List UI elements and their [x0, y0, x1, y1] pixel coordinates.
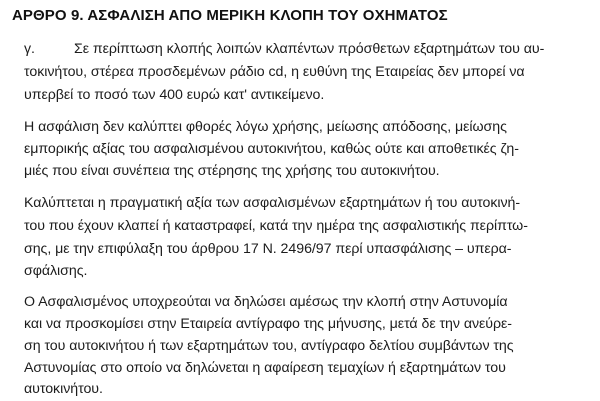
- p4-line-4: Αστυνομίας στο οποίο να δηλώνεται η αφαίρεση τεμαχίων ή εξαρτημάτων του: [24, 360, 506, 376]
- p3-line-2: του που έχουν κλαπεί ή καταστραφεί, κατά την ημέρα της ασφαλιστικής περίπτω-: [24, 218, 528, 234]
- p4-line-1: Ο Ασφαλισμένος υποχρεούται να δηλώσει αμέσως την κλοπή στην Αστυνομία: [24, 294, 508, 310]
- p2-line-2: εμπορικής αξίας του ασφαλισμένου αυτοκινήτου, καθώς ούτε και αποθετικές ζη-: [24, 141, 519, 157]
- article-heading: ΑΡΘΡΟ 9. ΑΣΦΑΛΙΣΗ ΑΠΟ ΜΕΡΙΚΗ ΚΛΟΠΗ ΤΟΥ ΟΧΗΜΑΤΟΣ: [12, 7, 448, 24]
- p3-line-3: σης, με την επιφύλαξη του άρθρου 17 Ν. 2496/97 περί υπασφάλισης – υπερα-: [24, 241, 512, 257]
- p4-line-2: και να προσκομίσει στην Εταιρεία αντίγραφο της μήνυσης, μετά δε την ανεύρε-: [24, 316, 512, 332]
- item-marker: γ.: [24, 41, 35, 57]
- p1-line-3: υπερβεί το ποσό των 400 ευρώ κατ' αντικείμενο.: [24, 87, 325, 103]
- p2-line-3: μιές που είναι συνέπεια της στέρησης της χρήσης του αυτοκινήτου.: [24, 163, 440, 179]
- p1-line-1: Σε περίπτωση κλοπής λοιπών κλαπέντων πρόσθετων εξαρτημάτων του αυ-: [74, 41, 545, 57]
- p1-line-2: τοκινήτου, στέρεα προσδεμένων ράδιο cd, η ευθύνη της Εταιρείας δεν μπορεί να: [24, 64, 525, 80]
- p3-line-1: Καλύπτεται η πραγματική αξία των ασφαλισμένων εξαρτημάτων ή του αυτοκινή-: [24, 195, 521, 211]
- p4-line-3: ση του αυτοκινήτου ή των εξαρτημάτων του, αντίγραφο δελτίου συμβάντων της: [24, 338, 514, 354]
- p2-line-1: Η ασφάλιση δεν καλύπτει φθορές λόγω χρήσης, μείωσης απόδοσης, μείωσης: [24, 119, 507, 135]
- p3-line-4: σφάλισης.: [24, 263, 88, 279]
- p4-line-5: αυτοκινήτου.: [24, 381, 103, 397]
